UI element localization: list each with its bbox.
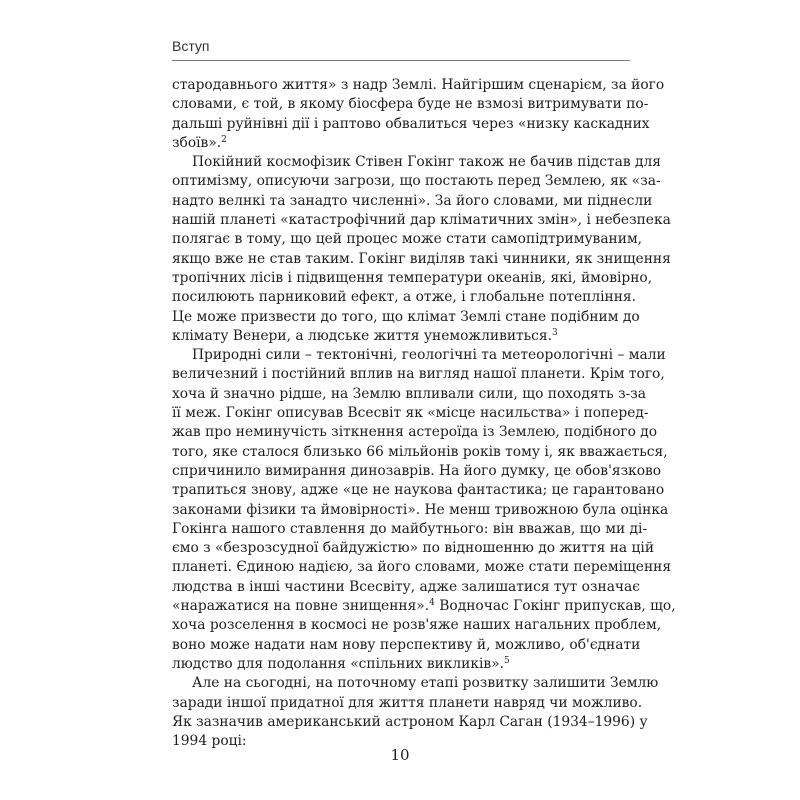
text-line: Гокінга нашого ставлення до майбутнього: він вважав, що ми ді-	[172, 520, 648, 537]
text-line: 1994 році:	[172, 733, 247, 750]
text-line: Покійний космофізик Стівен Гокінг також не бачив підстав для	[192, 154, 661, 171]
text-line: збоїв».$^2$	[172, 134, 227, 151]
header-rule	[172, 60, 630, 61]
footnote-ref[interactable]: 5	[504, 655, 510, 666]
text-line: стародавнього життя» з надр Землі. Найгіршим сценарієм, за його	[172, 77, 665, 93]
footnote-ref[interactable]: 3	[552, 327, 558, 338]
text-line: жав про неминучість зіткнення астероїда із Землею, подібного до	[172, 424, 658, 441]
text-line: людства в інші частини Всесвіту, адже залишатися тут означає	[172, 578, 641, 595]
footnote-ref[interactable]: 2	[221, 134, 227, 145]
text-line: нашій планеті «катастрофічний дар кліматичних змін», і небезпека	[172, 212, 671, 229]
text-line: того, яке сталося близько 66 мільйонів років тому і, як вважається,	[172, 443, 668, 460]
page-number: 10	[390, 746, 410, 764]
text-line: Природні сили – тектонічні, геологічні та метеорологічні – мали	[192, 347, 666, 364]
text-line: якщо вже не став таким. Гокінг виділяв такі чинники, як знищення	[172, 250, 671, 267]
text-line: ємо з «безрозсудної байдужістю» по відношенню до життя на цій	[172, 540, 655, 557]
footnote-ref[interactable]: 4	[429, 598, 435, 609]
text-line: посилюють парниковий ефект, а отже, і глобальне потепління.	[172, 289, 637, 306]
text-line: «наражатися на повне знищення».$^4$ Водночас Гокінг припускав, що,	[172, 598, 676, 615]
paragraph-1	[172, 76, 665, 153]
paragraph-2	[172, 153, 671, 346]
text-line: тропічних лісів і підвищення температури океанів, які, ймовірно,	[172, 269, 653, 286]
text-line: людство для подолання «спільних викликів».$^5$	[172, 655, 510, 672]
text-line: надто велнкі та занадто численні». За його словами, ми піднесли	[172, 192, 653, 209]
paragraph-3	[172, 346, 676, 674]
text-line: її меж. Гокінг описував Всесвіт як «місце насильства» і поперед-	[172, 405, 649, 422]
text-line: спричинило вимирання динозаврів. На його думку, це обов'язково	[172, 462, 662, 479]
text-line: величезний і постійний вплив на вигляд нашої планети. Крім того,	[172, 366, 665, 383]
running-header: Вступ	[172, 38, 210, 54]
text-line: законами фізики та ймовірності». Не менш тривожною була оцінка	[172, 501, 669, 518]
text-line: клімату Венери, а людське життя унеможливиться.$^3$	[172, 327, 558, 344]
text-line: Це може призвести до того, що клімат Землі стане подібним до	[172, 308, 640, 325]
text-line: воно може надати нам нову перспективу й, можливо, об'єднати	[172, 636, 641, 653]
text-line: планеті. Єдиною надією, за його словами, може стати переміщення	[172, 559, 672, 576]
text-line: Але на сьогодні, на поточному етапі розвитку залишити Землю	[192, 675, 659, 692]
paragraph-4	[172, 674, 659, 751]
text-line: хоча розселення в космосі не розв'яже наших нагальних проблем,	[172, 617, 662, 634]
text-line: трапиться знову, адже «це не наукова фантастика; це гарантовано	[172, 482, 665, 499]
text-line: полягає в тому, що цей процес може стати самопідтримуваним,	[172, 231, 643, 248]
text-line: заради іншої придатної для життя планети навряд чи можливо.	[172, 694, 643, 711]
text-line: Як зазначив американський астроном Карл Саган (1934–1996) у	[172, 713, 648, 730]
text-line: хоча й значно рідше, на Землю впливали сили, що походять з-за	[172, 385, 647, 402]
text-line: словами, є той, в якому біосфера буде не взмозі витримувати по-	[172, 96, 649, 113]
text-line: оптимізму, описуючи загрози, що постають перед Землею, як «за-	[172, 173, 661, 190]
text-line: дальші руйнівні дії і раптово обвалиться через «низку каскадних	[172, 115, 650, 132]
page-body	[172, 76, 676, 751]
